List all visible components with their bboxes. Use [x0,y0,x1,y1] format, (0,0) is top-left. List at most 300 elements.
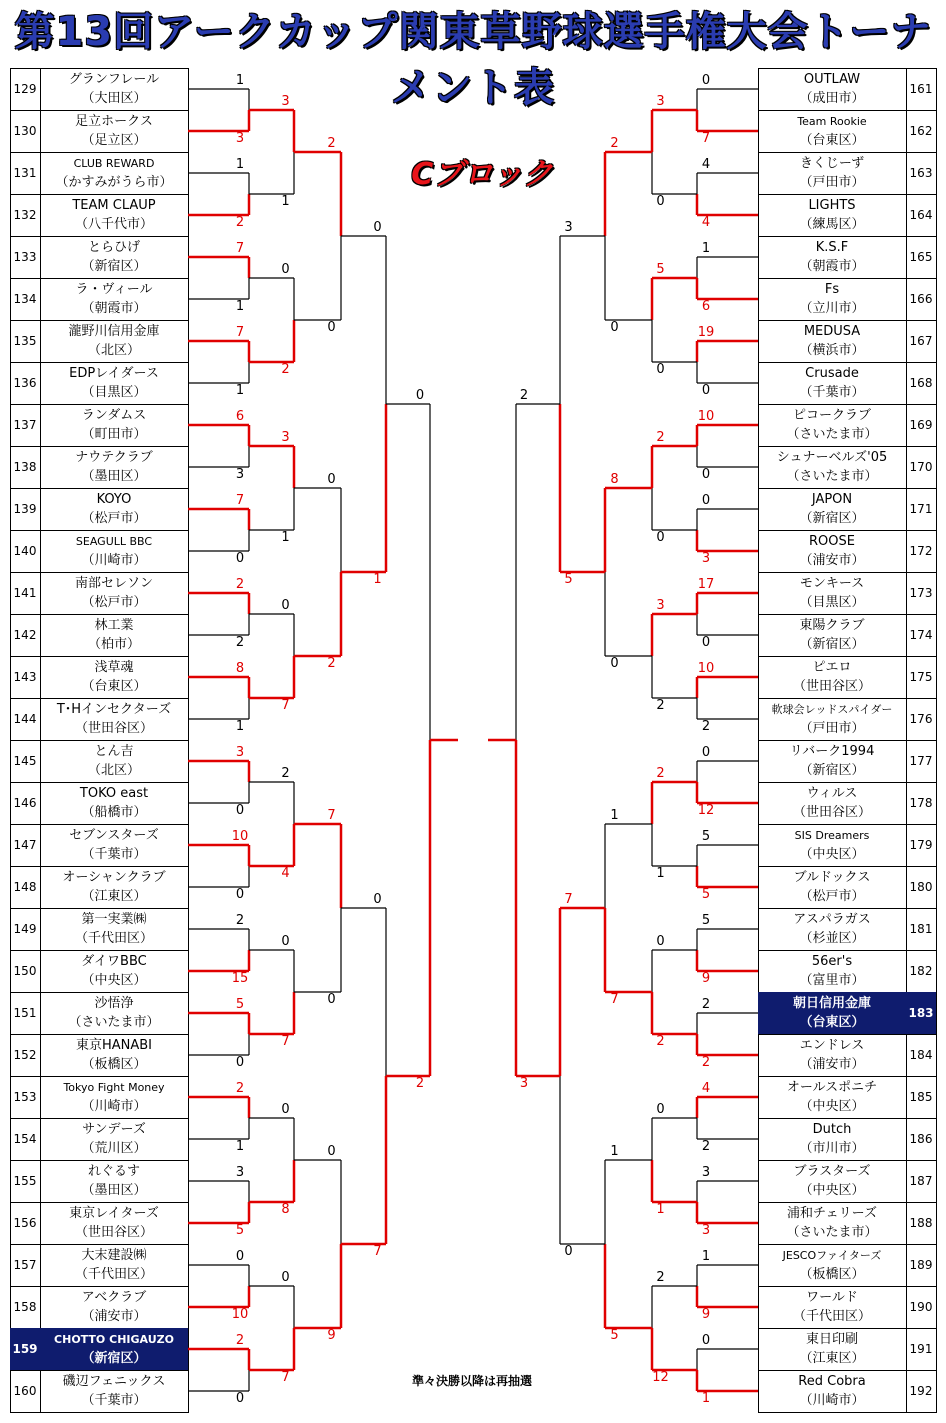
team-name: ランダムス [81,408,147,423]
score-label: 0 [610,320,619,335]
team-city: （新宿区） [81,1351,147,1366]
score-label: 2 [415,1076,425,1091]
score-label: 0 [235,1391,245,1406]
team-name: ROOSE [809,534,855,549]
score-label: 8 [235,661,245,676]
score-label: 0 [235,1249,245,1264]
team-name: リバーク1994 [789,744,875,759]
team-entry [758,446,906,488]
team-name: ウィルス [806,786,858,801]
team-number: 152 [13,1048,37,1062]
team-name: ブルドックス [793,870,871,885]
team-entry [758,530,906,572]
team-entry [40,698,188,740]
block-label: Cブロック [411,157,553,192]
team-name: CLUB REWARD [73,157,155,170]
team-city: （練馬区） [799,217,865,232]
score-label: 7 [281,698,290,713]
team-city: （世田谷区） [792,679,871,694]
team-city: （中央区） [799,1183,865,1198]
score-label: 1 [656,1202,665,1217]
team-city: （富里市） [799,973,865,988]
team-city: （柏市） [87,637,140,652]
score-label: 2 [701,997,711,1012]
team-city: （墨田区） [81,469,147,484]
score-label: 3 [701,1223,711,1238]
score-label: 0 [701,73,711,88]
score-label: 0 [235,887,245,902]
team-number: 167 [909,334,933,348]
team-name: オーシャンクラブ [62,870,166,885]
team-entry [758,236,906,278]
score-label: 0 [327,992,336,1007]
score-label: 12 [652,1370,669,1385]
team-entry [758,782,906,824]
score-label: 7 [327,808,336,823]
score-label: 0 [327,1144,336,1159]
team-name: K.S.F [815,240,849,255]
team-number: 139 [13,502,37,516]
team-entry [758,698,906,740]
score-label: 0 [373,220,382,235]
team-name: 林工業 [94,618,134,633]
team-entry [40,68,188,110]
score-label: 0 [235,1055,245,1070]
team-name: アベクラブ [81,1290,147,1305]
team-entry [40,236,188,278]
score-label: 9 [701,1307,711,1322]
team-entry [758,572,906,614]
team-city: （浦安市） [81,1309,147,1324]
team-entry [758,1034,906,1076]
team-number: 175 [909,670,933,684]
team-number: 154 [13,1132,37,1146]
team-entry [758,1118,906,1160]
team-entry [758,740,906,782]
score-label: 19 [697,325,715,340]
team-name: TEAM CLAUP [72,198,156,213]
team-name: 東陽クラブ [799,618,865,633]
team-city: （墨田区） [81,1183,147,1198]
score-label: 17 [697,577,715,592]
team-name: きくじーず [799,156,865,171]
score-label: 7 [281,1034,290,1049]
score-label: 2 [701,1055,711,1070]
score-label: 2 [327,136,336,151]
team-name: Team Rookie [797,115,867,128]
team-number: 144 [13,712,37,726]
team-name: 第一実業㈱ [81,912,147,927]
score-label: 3 [656,94,665,109]
team-name: SIS Dreamers [794,829,870,842]
score-label: 2 [235,1333,245,1348]
score-label: 0 [701,493,711,508]
team-number: 147 [13,838,37,852]
score-label: 3 [235,467,245,482]
team-number: 182 [909,964,933,978]
team-number: 165 [909,250,933,264]
score-label: 15 [231,971,249,986]
team-entry [40,1034,188,1076]
team-name: Fs [824,282,840,297]
score-label: 6 [701,299,711,314]
score-label: 1 [701,1391,711,1406]
score-label: 3 [519,1076,529,1091]
score-label: 2 [235,1081,245,1096]
team-city: （中央区） [81,973,147,988]
team-name: 南部セレソン [74,576,153,591]
team-city: （台東区） [799,1015,865,1030]
team-number: 138 [13,460,37,474]
team-city: （川崎市） [799,1393,865,1408]
team-city: （かすみがうら市） [55,175,173,190]
team-number: 170 [909,460,933,474]
score-label: 0 [235,803,245,818]
team-number: 151 [13,1006,37,1020]
score-label: 5 [656,262,665,277]
team-entry [40,1286,188,1328]
team-entry [758,194,906,236]
score-label: 3 [701,1165,711,1180]
team-number: 163 [909,166,933,180]
team-number: 178 [909,796,933,810]
team-entry [40,152,188,194]
team-city: （さいたま市） [68,1015,160,1030]
team-name: 磯辺フェニックス [62,1374,166,1389]
team-entry [758,152,906,194]
team-name: JAPON [811,492,853,507]
score-label: 2 [701,719,711,734]
team-entry [40,320,188,362]
score-label: 0 [235,551,245,566]
team-city: （横浜市） [799,343,865,358]
team-number: 172 [909,544,933,558]
score-label: 5 [701,829,711,844]
team-name: OUTLAW [803,72,861,87]
team-city: （江東区） [799,1351,865,1366]
team-city: （松戸市） [81,511,147,526]
team-number: 189 [909,1258,933,1272]
team-city: （さいたま市） [786,427,878,442]
team-name: 56er's [811,954,853,969]
team-city: （千代田区） [74,1267,153,1282]
score-label: 0 [373,892,382,907]
score-label: 3 [235,131,245,146]
team-entry [758,362,906,404]
team-city: （松戸市） [799,889,865,904]
score-label: 10 [697,661,715,676]
team-name: グランフレール [68,72,160,87]
team-entry [40,1202,188,1244]
page-title: 第13回アークカップ関東草野球選手権大会トーナメント表 [14,9,932,111]
team-city: （市川市） [799,1141,865,1156]
team-city: （台東区） [799,133,865,148]
score-label: 3 [281,430,290,445]
score-label: 0 [701,635,711,650]
team-city: （八千代市） [74,217,153,232]
team-city: （さいたま市） [786,469,878,484]
score-label: 7 [235,325,245,340]
team-entry [758,1286,906,1328]
score-label: 1 [235,383,245,398]
score-label: 4 [701,1081,711,1096]
score-label: 5 [610,1328,619,1343]
team-city: （新宿区） [81,259,147,274]
team-name: Tokyo Fight Money [63,1081,165,1094]
team-number: 174 [909,628,933,642]
team-number: 177 [909,754,933,768]
team-number: 180 [909,880,933,894]
team-city: （千葉市） [81,1393,147,1408]
score-label: 0 [281,1102,290,1117]
score-label: 0 [281,1270,290,1285]
team-city: （川崎市） [81,553,147,568]
score-label: 2 [281,766,290,781]
team-entry [40,446,188,488]
team-entry [758,1370,906,1412]
team-number: 145 [13,754,37,768]
score-label: 1 [610,1144,619,1159]
score-label: 2 [610,136,619,151]
redraw-note: 準々決勝以降は再抽選 [411,1374,532,1388]
score-label: 0 [701,467,711,482]
team-name: CHOTTO CHIGAUZO [54,1333,174,1346]
team-city: （川崎市） [81,1099,147,1114]
team-entry [758,1202,906,1244]
score-label: 1 [235,1139,245,1154]
score-label: 1 [701,1249,711,1264]
team-city: （目黒区） [81,385,147,400]
team-number: 164 [909,208,933,222]
team-name: ブラスターズ [793,1164,871,1179]
team-number: 133 [13,250,37,264]
team-name: ワールド [806,1290,858,1305]
team-city: （荒川区） [81,1141,147,1156]
score-label: 0 [656,1102,665,1117]
team-entry [40,362,188,404]
team-number: 192 [909,1384,933,1398]
team-number: 190 [909,1300,933,1314]
team-name: TOKO east [79,786,149,801]
team-number: 131 [13,166,37,180]
team-city: （台東区） [81,679,147,694]
team-city: （朝霞市） [799,259,865,274]
score-label: 7 [610,992,619,1007]
team-entry [40,656,188,698]
team-city: （新宿区） [799,511,865,526]
score-label: 7 [281,1370,290,1385]
team-entry [40,908,188,950]
team-number: 160 [13,1384,37,1398]
team-entry [758,656,906,698]
score-label: 2 [235,577,245,592]
team-name: とん吉 [94,744,134,759]
team-name: オールスポニチ [786,1080,878,1095]
team-number: 136 [13,376,37,390]
team-name: 大末建設㈱ [81,1248,147,1263]
team-entry [40,404,188,446]
team-name: LIGHTS [808,198,856,213]
team-city: （朝霞市） [81,301,147,316]
team-name: JESCOファイターズ [782,1249,882,1262]
team-entry [40,194,188,236]
score-label: 1 [235,157,245,172]
score-label: 0 [281,934,290,949]
score-label: 2 [235,635,245,650]
team-name: モンキース [799,576,865,591]
team-entry [758,908,906,950]
team-name: Red Cobra [798,1374,866,1389]
score-label: 2 [235,913,245,928]
team-number: 184 [909,1048,933,1062]
team-city: （船橋市） [81,805,147,820]
team-city: （浦安市） [799,553,865,568]
score-label: 0 [281,262,290,277]
team-number: 134 [13,292,37,306]
score-label: 4 [701,215,711,230]
team-city: （北区） [87,343,140,358]
score-label: 8 [610,472,619,487]
score-label: 0 [564,1244,573,1259]
score-label: 0 [701,745,711,760]
score-label: 12 [697,803,715,818]
team-entry [758,614,906,656]
team-name: サンデーズ [82,1122,146,1137]
team-entry [758,1076,906,1118]
team-entry [40,1118,188,1160]
team-city: （町田市） [81,427,147,442]
team-city: （戸田市） [799,175,865,190]
score-label: 0 [415,388,425,403]
team-entry [40,1076,188,1118]
score-label: 5 [701,887,711,902]
score-label: 3 [281,94,290,109]
team-number: 169 [909,418,933,432]
team-entry [40,1370,188,1412]
team-name: ピエロ [812,660,852,675]
team-entry [758,404,906,446]
team-city: （さいたま市） [786,1225,878,1240]
team-number: 159 [10,1328,40,1370]
team-entry [40,992,188,1034]
score-label: 7 [235,241,245,256]
team-name: とらひげ [87,240,140,255]
team-number: 148 [13,880,37,894]
score-label: 10 [697,409,715,424]
team-entry [758,488,906,530]
score-label: 2 [656,766,665,781]
team-city: （千葉市） [799,385,865,400]
score-label: 1 [281,530,290,545]
score-label: 5 [235,1223,245,1238]
score-label: 1 [235,73,245,88]
team-entry [758,950,906,992]
team-name: KOYO [96,492,132,507]
score-label: 0 [656,934,665,949]
team-number: 130 [13,124,37,138]
score-label: 1 [373,572,382,587]
score-label: 8 [281,1202,290,1217]
team-name: エンドレス [799,1038,865,1053]
team-city: （世田谷区） [74,721,153,736]
team-name: セブンスターズ [69,828,159,843]
team-entry [758,1244,906,1286]
team-number: 183 [906,992,936,1034]
score-label: 3 [235,745,245,760]
team-city: （目黒区） [799,595,865,610]
team-entry [40,278,188,320]
team-name: 東日印刷 [805,1332,858,1347]
team-name: T･Hインセクターズ [56,702,172,717]
score-label: 3 [235,1165,245,1180]
team-number: 179 [909,838,933,852]
score-label: 0 [610,656,619,671]
team-entry [40,782,188,824]
score-label: 10 [231,1307,249,1322]
team-name: 軟球会レッドスパイダー [771,703,893,716]
team-name: Dutch [812,1122,852,1137]
team-number: 185 [909,1090,933,1104]
score-label: 0 [701,1333,711,1348]
score-label: 4 [281,866,290,881]
score-label: 2 [656,430,665,445]
team-name: アスパラガス [793,912,871,927]
team-city: （戸田市） [799,721,865,736]
team-name: ラ・ヴィール [75,282,153,297]
score-label: 3 [656,598,665,613]
score-label: 3 [564,220,573,235]
score-label: 7 [373,1244,382,1259]
team-number: 166 [909,292,933,306]
team-city: （千葉市） [81,847,147,862]
team-name: SEAGULL BBC [75,535,153,548]
team-city: （板橋区） [81,1057,147,1072]
team-entry [40,1328,188,1370]
team-name: ナウテクラブ [75,450,153,465]
team-number: 135 [13,334,37,348]
team-entry [40,950,188,992]
score-label: 5 [564,572,573,587]
team-city: （中央区） [799,847,865,862]
team-name: れぐるす [87,1164,140,1179]
team-number: 146 [13,796,37,810]
team-city: （千代田区） [74,931,153,946]
team-number: 137 [13,418,37,432]
team-number: 161 [909,82,933,96]
team-name: 朝日信用金庫 [792,996,871,1011]
team-city: （新宿区） [799,763,865,778]
team-number: 158 [13,1300,37,1314]
score-label: 0 [656,362,665,377]
team-number: 129 [13,82,37,96]
team-name: ダイワBBC [81,954,147,969]
score-label: 2 [656,1034,665,1049]
team-city: （北区） [87,763,140,778]
team-name: 東京レイターズ [69,1206,159,1221]
team-city: （世田谷区） [74,1225,153,1240]
team-entry [758,1328,906,1370]
team-number: 171 [909,502,933,516]
team-city: （板橋区） [799,1267,865,1282]
score-label: 1 [281,194,290,209]
team-entry [758,1160,906,1202]
score-label: 0 [656,194,665,209]
score-label: 5 [235,997,245,1012]
team-entry [40,530,188,572]
score-label: 1 [610,808,619,823]
score-label: 10 [231,829,249,844]
team-number: 150 [13,964,37,978]
